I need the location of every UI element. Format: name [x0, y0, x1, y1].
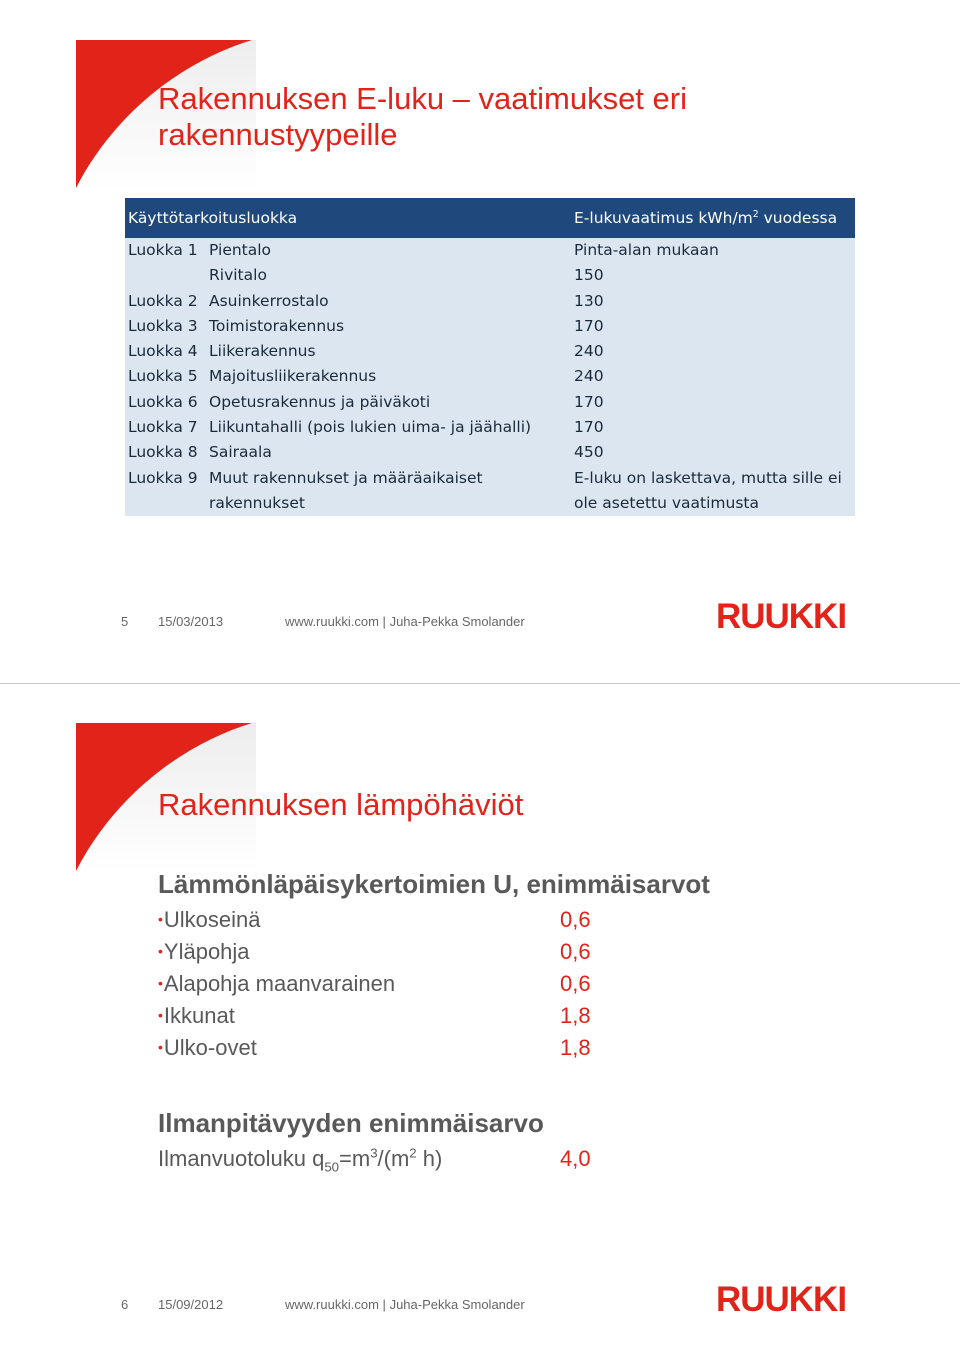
bullet-icon: • — [158, 911, 163, 927]
value-cell: 150 — [571, 263, 855, 288]
value-cell: 240 — [571, 364, 855, 389]
slide-title-line-1: Rakennuksen E-luku – vaatimukset eri — [158, 81, 687, 116]
table-row — [125, 263, 855, 288]
bullet-icon: • — [158, 1039, 163, 1055]
value-cell: 240 — [571, 339, 855, 364]
type-cell-line-1: Muut rakennukset ja määräaikaiset — [209, 468, 483, 487]
class-cell: Luokka 6 — [125, 390, 206, 415]
type-cell: Pientalo — [206, 238, 571, 263]
u-values-heading: Lämmönläpäisykertoimien U, enimmäisarvot — [158, 869, 710, 899]
e-luku-table — [125, 198, 855, 516]
type-cell: Sairaala — [206, 440, 571, 465]
page-number: 5 — [121, 614, 129, 629]
type-cell: Liikuntahalli (pois lukien uima- ja jäähalli) — [206, 415, 571, 440]
table-header-row — [125, 198, 855, 238]
class-cell: Luokka 8 — [125, 440, 206, 465]
ruukki-logo-text: RUUKKI — [715, 1281, 847, 1315]
value-cell: 450 — [571, 440, 855, 465]
type-cell: Rivitalo — [206, 263, 571, 288]
class-cell — [125, 263, 206, 288]
type-cell: Opetusrakennus ja päiväkoti — [206, 390, 571, 415]
value-cell: 130 — [571, 289, 855, 314]
table-row — [125, 314, 855, 339]
slide-title — [158, 787, 523, 823]
table-row — [125, 390, 855, 415]
type-cell-line-2: rakennukset — [209, 493, 305, 512]
air-value: 4,0 — [560, 1146, 591, 1171]
list-item — [158, 1035, 618, 1067]
class-cell: Luokka 4 — [125, 339, 206, 364]
footer-date: 15/03/2013 — [158, 614, 224, 629]
air-label: Ilmanvuotoluku $q_{50}=m^3/(m^2$ h) — [158, 1145, 443, 1175]
class-cell: Luokka 3 — [125, 314, 206, 339]
table-row — [125, 440, 855, 465]
table-row — [125, 364, 855, 389]
ruukki-logo-text: RUUKKI — [715, 598, 847, 632]
footer-site-link[interactable]: www.ruukki.com — [285, 1297, 379, 1312]
table-row — [125, 238, 855, 263]
list-item — [158, 907, 618, 939]
footer-separator: | — [382, 1297, 386, 1312]
item-value: 1,8 — [560, 1003, 591, 1028]
table-row — [125, 339, 855, 364]
list-item — [158, 971, 618, 1003]
bullet-icon: • — [158, 975, 163, 991]
value-cell: 170 — [571, 415, 855, 440]
footer-author: Juha-Pekka Smolander — [389, 1297, 525, 1312]
list-item — [158, 1003, 618, 1035]
footer-date: 15/09/2012 — [158, 1297, 224, 1312]
type-cell: Asuinkerrostalo — [206, 289, 571, 314]
table-row — [125, 466, 855, 516]
air-leakage-row — [158, 1145, 618, 1175]
slide-title — [158, 81, 687, 153]
value-cell-line-2: ole asetettu vaatimusta — [574, 493, 760, 512]
class-cell: Luokka 5 — [125, 364, 206, 389]
page-number: 6 — [121, 1297, 129, 1312]
header-requirement: E-lukuvaatimus kWh/$m^2$ vuodessa — [571, 198, 855, 238]
class-cell: Luokka 7 — [125, 415, 206, 440]
table-row — [125, 289, 855, 314]
bullet-icon: • — [158, 1007, 163, 1023]
value-cell: 170 — [571, 390, 855, 415]
class-cell: Luokka 1 — [125, 238, 206, 263]
value-cell: Pinta-alan mukaan — [571, 238, 855, 263]
value-cell-line-1: E-luku on laskettava, mutta sille ei — [574, 468, 842, 487]
class-cell: Luokka 2 — [125, 289, 206, 314]
item-label: Ulko-ovet — [163, 1035, 257, 1060]
type-cell — [206, 466, 571, 516]
item-label: Alapohja maanvarainen — [163, 971, 396, 996]
footer-site — [285, 614, 525, 629]
item-label: Yläpohja — [163, 939, 250, 964]
type-cell: Toimistorakennus — [206, 314, 571, 339]
header-usage-class: Käyttötarkoitusluokka — [125, 198, 571, 238]
item-label: Ulkoseinä — [163, 907, 261, 932]
item-value: 0,6 — [560, 939, 591, 964]
type-cell: Majoitusliikerakennus — [206, 364, 571, 389]
footer-site — [285, 1297, 525, 1312]
air-tightness-heading: Ilmanpitävyyden enimmäisarvo — [158, 1108, 544, 1138]
item-value: 1,8 — [560, 1035, 591, 1060]
item-value: 0,6 — [560, 971, 591, 996]
bullet-icon: • — [158, 943, 163, 959]
value-cell — [571, 466, 855, 516]
list-item — [158, 939, 618, 971]
item-value: 0,6 — [560, 907, 591, 932]
type-cell: Liikerakennus — [206, 339, 571, 364]
ruukki-logo-icon — [712, 1281, 850, 1315]
class-cell: Luokka 9 — [125, 466, 206, 516]
value-cell: 170 — [571, 314, 855, 339]
footer-separator: | — [382, 614, 386, 629]
footer-author: Juha-Pekka Smolander — [389, 614, 525, 629]
ruukki-logo-icon — [712, 598, 850, 632]
table-row — [125, 415, 855, 440]
item-label: Ikkunat — [163, 1003, 235, 1028]
slide-title-line-1: Rakennuksen lämpöhäviöt — [158, 787, 524, 822]
slide-title-line-2: rakennustyypeille — [158, 117, 398, 152]
footer-site-link[interactable]: www.ruukki.com — [285, 614, 379, 629]
